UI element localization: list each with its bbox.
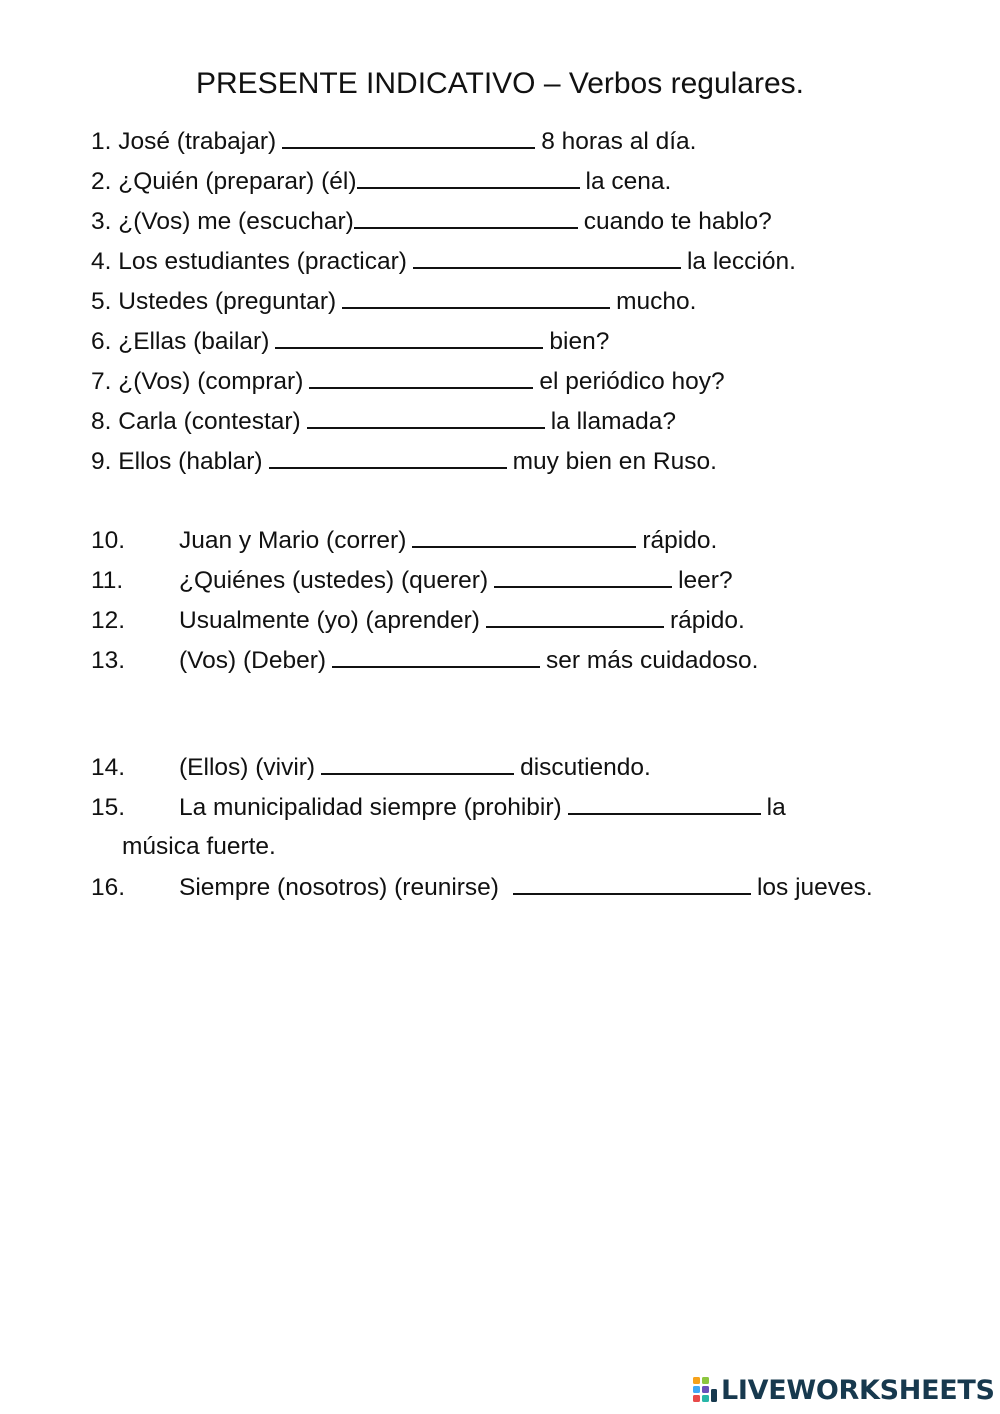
item-number: 3. <box>91 208 112 235</box>
answer-blank[interactable] <box>357 165 580 189</box>
item-text-before: ¿(Vos) me (escuchar) <box>118 208 354 235</box>
item-text-before: ¿Quién (preparar) (él) <box>118 168 357 195</box>
item-text-after: mucho. <box>616 288 697 315</box>
liveworksheets-brand[interactable] <box>692 1372 995 1408</box>
exercise-item-8 <box>91 405 676 438</box>
item-number: 14. <box>91 754 126 781</box>
item-text-after: muy bien en Ruso. <box>512 448 717 475</box>
exercise-item-7 <box>91 365 725 398</box>
item-text-after: 8 horas al día. <box>541 128 697 155</box>
brand-name: LIVEWORKSHEETS <box>721 1374 995 1406</box>
answer-blank[interactable] <box>342 285 610 309</box>
exercise-item-4 <box>91 245 796 278</box>
item-number: 11. <box>91 567 124 594</box>
item-number: 12. <box>91 607 126 634</box>
item-number: 7. <box>91 368 112 395</box>
item-text-after: el periódico hoy? <box>539 368 725 395</box>
item-number: 16. <box>91 874 126 901</box>
answer-blank[interactable] <box>321 751 514 775</box>
exercise-item-2 <box>91 165 671 198</box>
item-text-after: cuando te hablo? <box>583 208 772 235</box>
answer-blank[interactable] <box>275 325 543 349</box>
item-text-after: ser más cuidadoso. <box>546 647 759 674</box>
answer-blank[interactable] <box>282 125 535 149</box>
answer-blank[interactable] <box>513 871 751 895</box>
item-text-before: Ellos (hablar) <box>118 448 263 475</box>
item-text-after: la <box>766 794 786 821</box>
exercise-item-13 <box>91 644 758 677</box>
exercise-item-1 <box>91 125 696 158</box>
answer-blank[interactable] <box>486 604 664 628</box>
answer-blank[interactable] <box>412 524 636 548</box>
exercise-item-3 <box>91 205 772 238</box>
liveworksheets-logo-icon <box>692 1375 718 1405</box>
item-text-after: los jueves. <box>756 874 873 901</box>
exercise-item-9 <box>91 445 717 478</box>
item-text-before: Ustedes (preguntar) <box>118 288 337 315</box>
item-number: 5. <box>91 288 112 315</box>
item-text-after: rápido. <box>642 527 718 554</box>
item-number: 8. <box>91 408 112 435</box>
item-text-before: Siempre (nosotros) (reunirse) <box>179 874 499 901</box>
item-text-after: leer? <box>678 567 733 594</box>
page-title: PRESENTE INDICATIVO – Verbos regulares. <box>196 67 804 100</box>
exercise-item-15 <box>91 791 786 824</box>
item-text-before: José (trabajar) <box>118 128 277 155</box>
exercise-item-10 <box>91 524 717 557</box>
item-text-after: la llamada? <box>550 408 677 435</box>
exercise-item-5 <box>91 285 696 318</box>
exercise-item-14 <box>91 751 651 784</box>
item-text-before: (Vos) (Deber) <box>179 647 327 674</box>
item-text-after: bien? <box>549 328 610 355</box>
item-number: 2. <box>91 168 112 195</box>
answer-blank[interactable] <box>494 564 672 588</box>
item-number: 6. <box>91 328 112 355</box>
item-text-before: 1. <box>91 128 112 155</box>
item-text-before: Juan y Mario (correr) <box>179 527 407 554</box>
item-text-before: Usualmente (yo) (aprender) <box>179 607 480 634</box>
answer-blank[interactable] <box>309 365 533 389</box>
answer-blank[interactable] <box>307 405 545 429</box>
exercise-item-12 <box>91 604 745 637</box>
item-number: 9. <box>91 448 112 475</box>
item-text-after: rápido. <box>669 607 745 634</box>
item-text-before: ¿Quiénes (ustedes) (querer) <box>179 567 489 594</box>
item-text-before: Los estudiantes (practicar) <box>118 248 407 275</box>
exercise-item-16 <box>91 871 873 904</box>
answer-blank[interactable] <box>413 245 681 269</box>
answer-blank[interactable] <box>332 644 540 668</box>
item-text-before: ¿Ellas (bailar) <box>118 328 270 355</box>
item-text-before: La municipalidad siempre (prohibir) <box>179 794 562 821</box>
exercise-item-11 <box>91 564 733 597</box>
item-text-before: Carla (contestar) <box>118 408 301 435</box>
exercise-item-15-continuation: música fuerte. <box>122 833 276 860</box>
item-text-after: la lección. <box>686 248 796 275</box>
item-number: 4. <box>91 248 112 275</box>
item-text-after: discutiendo. <box>520 754 651 781</box>
answer-blank[interactable] <box>269 445 507 469</box>
item-number: 15. <box>91 794 126 821</box>
item-text-before: ¿(Vos) (comprar) <box>118 368 304 395</box>
item-text-after: la cena. <box>585 168 672 195</box>
answer-blank[interactable] <box>568 791 761 815</box>
item-number: 13. <box>91 647 126 674</box>
answer-blank[interactable] <box>354 205 578 229</box>
item-text-before: (Ellos) (vivir) <box>179 754 316 781</box>
exercise-item-6 <box>91 325 609 358</box>
item-number: 10. <box>91 527 126 554</box>
